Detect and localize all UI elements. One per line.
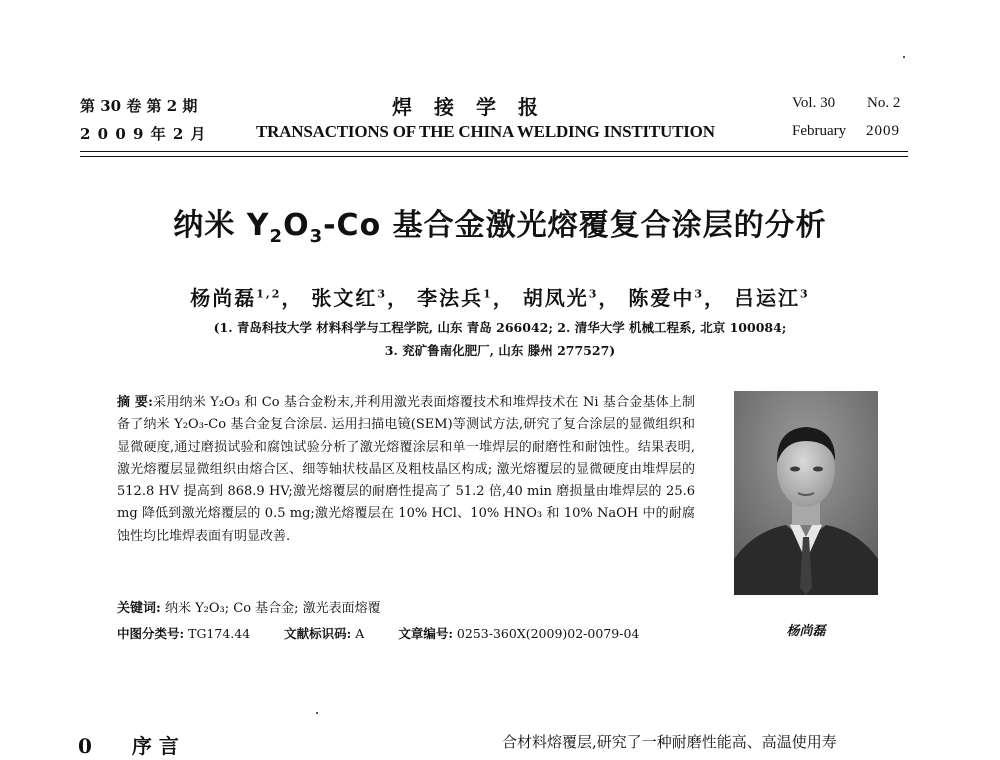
- abstract: [117, 392, 695, 548]
- abstract-label: 摘 要:: [117, 395, 153, 410]
- author-name: 李法兵$^1$: [417, 286, 493, 310]
- section-title: 序 言: [131, 734, 179, 758]
- keywords-text: 纳米 Y₂O₃; Co 基合金; 激光表面熔覆: [164, 601, 381, 616]
- author-affiliation-mark: 3: [377, 287, 388, 301]
- author-name: 胡凤光$^3$: [522, 286, 599, 310]
- month-en: February: [792, 123, 847, 139]
- abstract-text: 采用纳米 Y₂O₃ 和 Co 基合金粉末,并利用激光表面熔覆技术和堆焊技术在 Ni 基合金基体上制备了纳米 Y₂O₃-Co 基合金复合涂层. 运用扫描电镜(SEM)等测试方法,研究了复合涂层的显微组织和显微硬度,通过磨损试验和腐蚀试验分析了激光熔覆涂层和单一堆焊层的耐磨性和耐蚀性。结果表明,激光熔覆层显微组织由熔合区、细等轴状枝晶区及粗枝晶区构成; 激光熔覆层的显微硬度由堆焊层的 512.8 HV 提高到 868.9 HV;激光熔覆层的耐磨性提高了 51.2 倍,40 min 磨损量由堆焊层的 25.6 mg 降低到激光熔覆层的 0.5 mg;激光熔覆层在 10% HCl、10% HNO₃ 和 10% NaOH 中的耐腐蚀性均比堆焊表面有明显改善.: [117, 395, 696, 544]
- doc-code-value: A: [355, 626, 365, 641]
- affiliation-line-1: (1. 青岛科技大学 材料科学与工程学院, 山东 青岛 266042; 2. 清华大学 机械工程系, 北京 100084;: [213, 320, 787, 335]
- header-rule-bottom: [80, 156, 908, 157]
- article-id-value: 0253-360X(2009)02-0079-04: [456, 626, 640, 641]
- author-name: 张文红$^3$: [311, 286, 388, 310]
- keywords: [117, 597, 381, 616]
- author-list: [0, 282, 1000, 311]
- header-rule-top: [80, 151, 908, 152]
- author-separator: ，: [492, 286, 515, 310]
- author-affiliation-mark: 3: [588, 287, 599, 301]
- number-en: No. 2: [867, 95, 901, 111]
- author-name: 杨尚磊$^{1,2}$: [190, 286, 282, 310]
- affiliation-line-2: 3. 兖矿鲁南化肥厂, 山东 滕州 277527): [384, 343, 616, 358]
- issue-number-cn: 第 30 卷 第 2 期: [80, 97, 198, 115]
- article-id-label: 文章编号:: [398, 626, 453, 641]
- author-name: 陈爱中$^3$: [628, 286, 705, 310]
- author-photo: [734, 391, 878, 595]
- author-affiliation-mark: 3: [694, 287, 705, 301]
- volume-en: Vol. 30: [792, 95, 836, 111]
- journal-title-en: TRANSACTIONS OF THE CHINA WELDING INSTITUTION: [256, 122, 715, 141]
- clc-label: 中图分类号:: [117, 626, 185, 641]
- paper-title: 纳米 $Y_2O_3-Co$ 基合金激光熔覆复合涂层的分析: [173, 208, 827, 247]
- doc-code-label: 文献标识码:: [284, 626, 352, 641]
- section-number: 0: [78, 734, 92, 758]
- scan-speck: [903, 56, 905, 58]
- scan-speck: [316, 712, 318, 714]
- author-separator: ，: [704, 286, 727, 310]
- photo-caption: 杨尚磊: [786, 624, 826, 639]
- issue-date-cn: 2 0 0 9 年 2 月: [80, 125, 207, 143]
- classification-line: [117, 624, 639, 642]
- author-affiliation-mark: 1,2: [256, 287, 282, 301]
- author-name: 吕运江$^3$: [734, 286, 810, 310]
- author-separator: ，: [598, 286, 621, 310]
- section-heading: [78, 730, 179, 759]
- year-en: 2009: [866, 123, 900, 139]
- author-separator: ，: [387, 286, 410, 310]
- author-affiliation-mark: 3: [800, 287, 810, 301]
- author-affiliation-mark: 1: [483, 287, 493, 301]
- clc-value: TG174.44: [188, 626, 251, 641]
- journal-title-cn: 焊接学报: [392, 95, 560, 119]
- body-text-fragment: 合材料熔覆层,研究了一种耐磨性能高、高温使用寿: [502, 733, 837, 751]
- keywords-label: 关键词:: [117, 601, 161, 616]
- author-separator: ，: [281, 286, 304, 310]
